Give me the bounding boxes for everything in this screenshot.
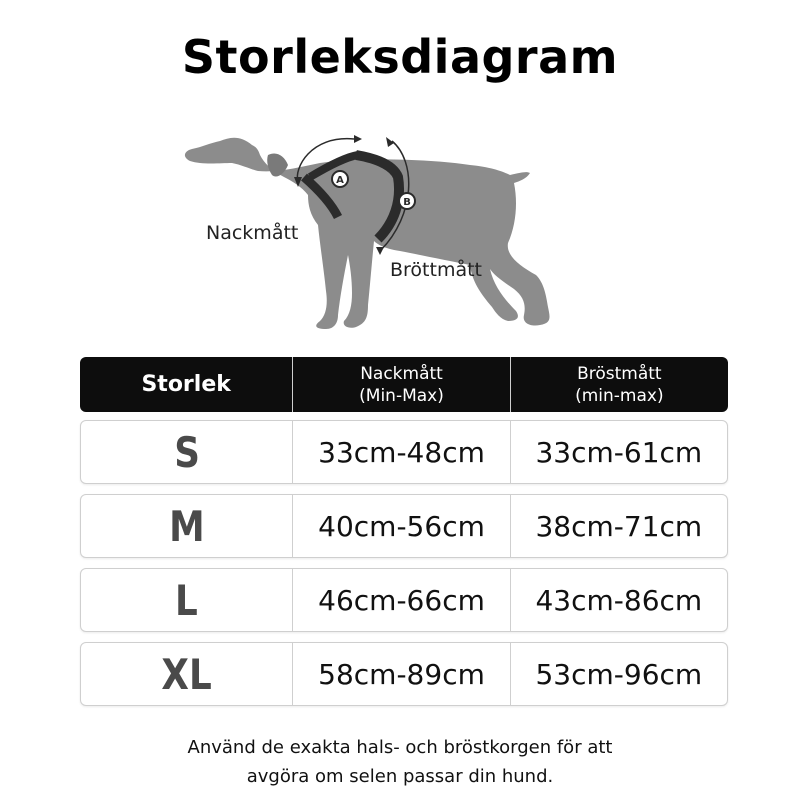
footer-line-1: Använd de exakta hals- och bröstkorgen för att xyxy=(187,737,613,758)
size-label: XL xyxy=(161,649,212,699)
size-label: S xyxy=(173,427,200,477)
neck-cell: 40cm-56cm xyxy=(292,495,509,557)
size-cell xyxy=(81,569,292,631)
marker-b-text: B xyxy=(403,197,411,208)
size-table-header xyxy=(80,357,728,412)
size-cell xyxy=(81,495,292,557)
size-label: L xyxy=(175,575,199,625)
table-row xyxy=(80,494,728,558)
size-cell xyxy=(81,643,292,705)
size-cell xyxy=(81,421,292,483)
neck-cell: 46cm-66cm xyxy=(292,569,509,631)
chest-cell: 53cm-96cm xyxy=(510,643,727,705)
header-size: Storlek xyxy=(141,372,231,397)
header-neck-title: Nackmått xyxy=(360,363,443,384)
page-title: Storleksdiagram xyxy=(181,30,619,84)
table-row xyxy=(80,420,728,484)
neck-measure-label: Nackmått xyxy=(206,222,299,244)
chest-cell: 38cm-71cm xyxy=(510,495,727,557)
size-label: M xyxy=(168,501,205,551)
neck-cell: 58cm-89cm xyxy=(292,643,509,705)
chest-cell: 43cm-86cm xyxy=(510,569,727,631)
header-chest-title: Bröstmått xyxy=(577,363,662,384)
table-row xyxy=(80,568,728,632)
header-chest-range: (min-max) xyxy=(575,385,664,406)
marker-a-text: A xyxy=(336,175,344,186)
footer-line-2: avgöra om selen passar din hund. xyxy=(246,766,554,787)
chest-cell: 33cm-61cm xyxy=(510,421,727,483)
size-table xyxy=(80,357,728,706)
neck-cell: 33cm-48cm xyxy=(292,421,509,483)
table-row xyxy=(80,642,728,706)
footer-note xyxy=(0,733,800,791)
header-chest xyxy=(510,357,728,412)
header-neck-range: (Min-Max) xyxy=(359,385,444,406)
chest-arrow-head-bottom xyxy=(376,247,384,255)
header-neck xyxy=(292,357,509,412)
neck-arrow-head-top xyxy=(354,135,362,143)
chest-measure-label: Bröttmått xyxy=(390,259,483,281)
